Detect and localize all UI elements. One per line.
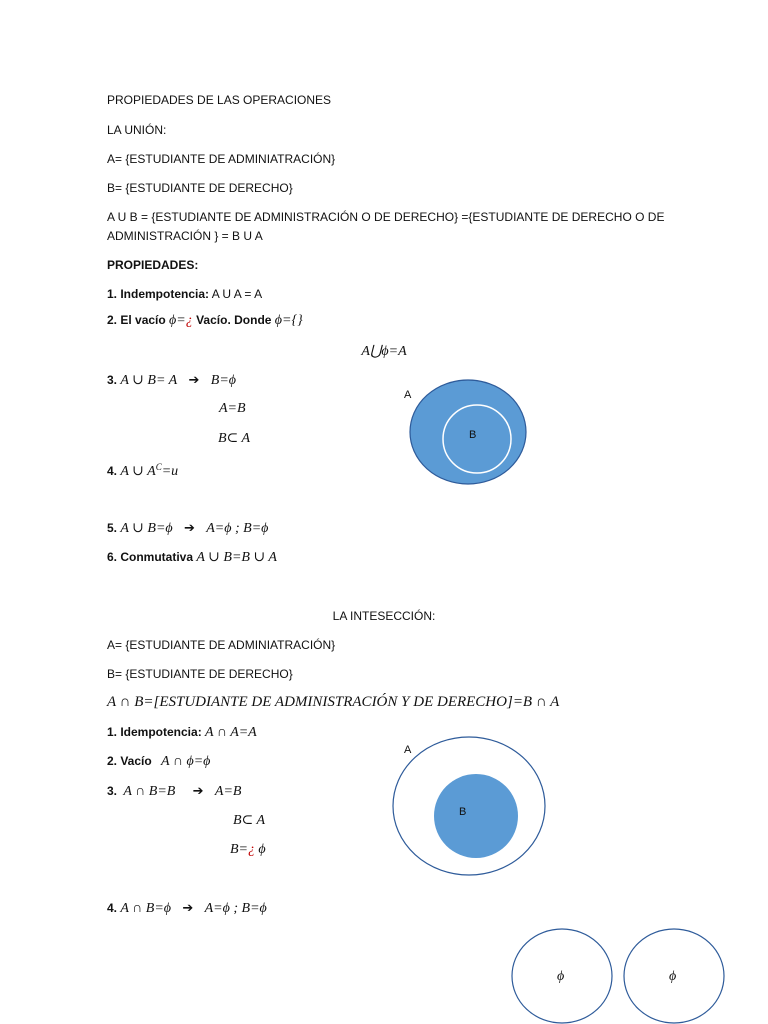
arrow-icon: ➔	[183, 520, 195, 535]
arrow-icon: ➔	[192, 783, 204, 798]
intersection-prop-3-result-3a: B=	[230, 842, 248, 857]
union-venn-label-b: B	[469, 429, 477, 441]
page-title: PROPIEDADES DE LAS OPERACIONES	[107, 93, 332, 107]
arrow-icon: ➔	[188, 372, 200, 387]
union-prop-2-mid: Vacío. Donde	[196, 313, 272, 327]
union-prop-5-math: A ∪ B=ϕ	[120, 521, 173, 536]
intersection-prop-3-math: A ∩ B=B	[123, 784, 176, 799]
union-prop-3-result-1: B=ϕ	[210, 373, 237, 388]
intersection-prop-2-math: A ∩ ϕ=ϕ	[161, 754, 211, 769]
union-prop-1-text: A U A = A	[211, 287, 263, 301]
intersection-venn-diagram	[393, 737, 545, 875]
union-prop-1-label: 1. Indempotencia:	[107, 287, 210, 301]
intersection-prop-3-result-2: B⊂ A	[233, 813, 266, 828]
intersection-set-b-circle	[434, 774, 518, 858]
intersection-prop-3-result-3b: ϕ	[258, 842, 266, 857]
union-prop-6-math: A ∪ B=B ∪ A	[196, 550, 277, 565]
union-heading: LA UNIÓN:	[107, 123, 167, 137]
union-prop-4-rest: =u	[161, 464, 179, 479]
union-definition: A U B = {ESTUDIANTE DE ADMINISTRACIÓN O DE DERECHO} ={ESTUDIANTE DE DERECHO O DE ADMINISTRACIÓN } = B U A	[107, 210, 665, 243]
intersection-venn-label-b: B	[459, 806, 467, 818]
intersection-prop-3-label: 3.	[107, 784, 118, 798]
intersection-definition: A ∩ B=[ESTUDIANTE DE ADMINISTRACIÓN Y DE DERECHO]=B ∩ A	[107, 694, 560, 710]
union-prop-4-label: 4.	[107, 464, 118, 478]
intersection-prop-4-math: A ∩ B=ϕ	[120, 901, 172, 916]
union-prop-3-label: 3.	[107, 373, 118, 387]
union-prop-2-question: ¿	[185, 313, 193, 328]
union-prop-6-label: 6. Conmutativa	[107, 550, 194, 564]
empty-set-symbol-2: ϕ	[669, 969, 677, 984]
union-prop-5-result: A=ϕ ; B=ϕ	[206, 521, 269, 536]
intersection-prop-1-math: A ∩ A=A	[205, 725, 257, 740]
intersection-prop-4-result: A=ϕ ; B=ϕ	[204, 901, 267, 916]
union-properties-heading: PROPIEDADES:	[107, 258, 199, 272]
intersection-prop-1-label: 1. Idempotencia:	[107, 725, 202, 739]
union-set-a: A= {ESTUDIANTE DE ADMINIATRACIÓN}	[107, 152, 336, 166]
intersection-prop-4-label: 4.	[107, 901, 118, 915]
union-prop-2-equation: A⋃ϕ=A	[361, 344, 407, 359]
union-venn-label-a: A	[404, 389, 412, 401]
intersection-heading: LA INTESECCIÓN:	[332, 609, 436, 623]
union-prop-3-math: A ∪ B= A	[120, 373, 178, 388]
union-prop-2-math2: ϕ={}	[274, 313, 303, 328]
union-prop-5-label: 5.	[107, 521, 118, 535]
arrow-icon: ➔	[182, 900, 194, 915]
union-prop-4-math: A ∪ A	[120, 464, 156, 479]
empty-set-symbol-1: ϕ	[557, 969, 565, 984]
intersection-prop-3-result-1: A=B	[214, 784, 242, 799]
union-prop-3-result-2: A=B	[219, 401, 246, 416]
union-set-b: B= {ESTUDIANTE DE DERECHO}	[107, 181, 293, 195]
union-prop-2-label: 2. El vacío	[107, 313, 166, 327]
union-set-b-circle	[443, 405, 511, 473]
union-prop-3-result-3: B⊂ A	[218, 431, 251, 446]
intersection-prop-2-label: 2. Vacío	[107, 754, 152, 768]
union-venn-diagram	[404, 380, 526, 484]
intersection-set-b: B= {ESTUDIANTE DE DERECHO}	[107, 667, 293, 681]
union-prop-4-superscript: C	[155, 462, 162, 472]
disjoint-sets-diagram	[512, 929, 724, 1023]
intersection-prop-3-question: ¿	[248, 842, 255, 857]
intersection-set-a: A= {ESTUDIANTE DE ADMINIATRACIÓN}	[107, 638, 336, 652]
intersection-venn-label-a: A	[404, 744, 412, 756]
union-prop-2-math1: ϕ=	[169, 313, 186, 328]
